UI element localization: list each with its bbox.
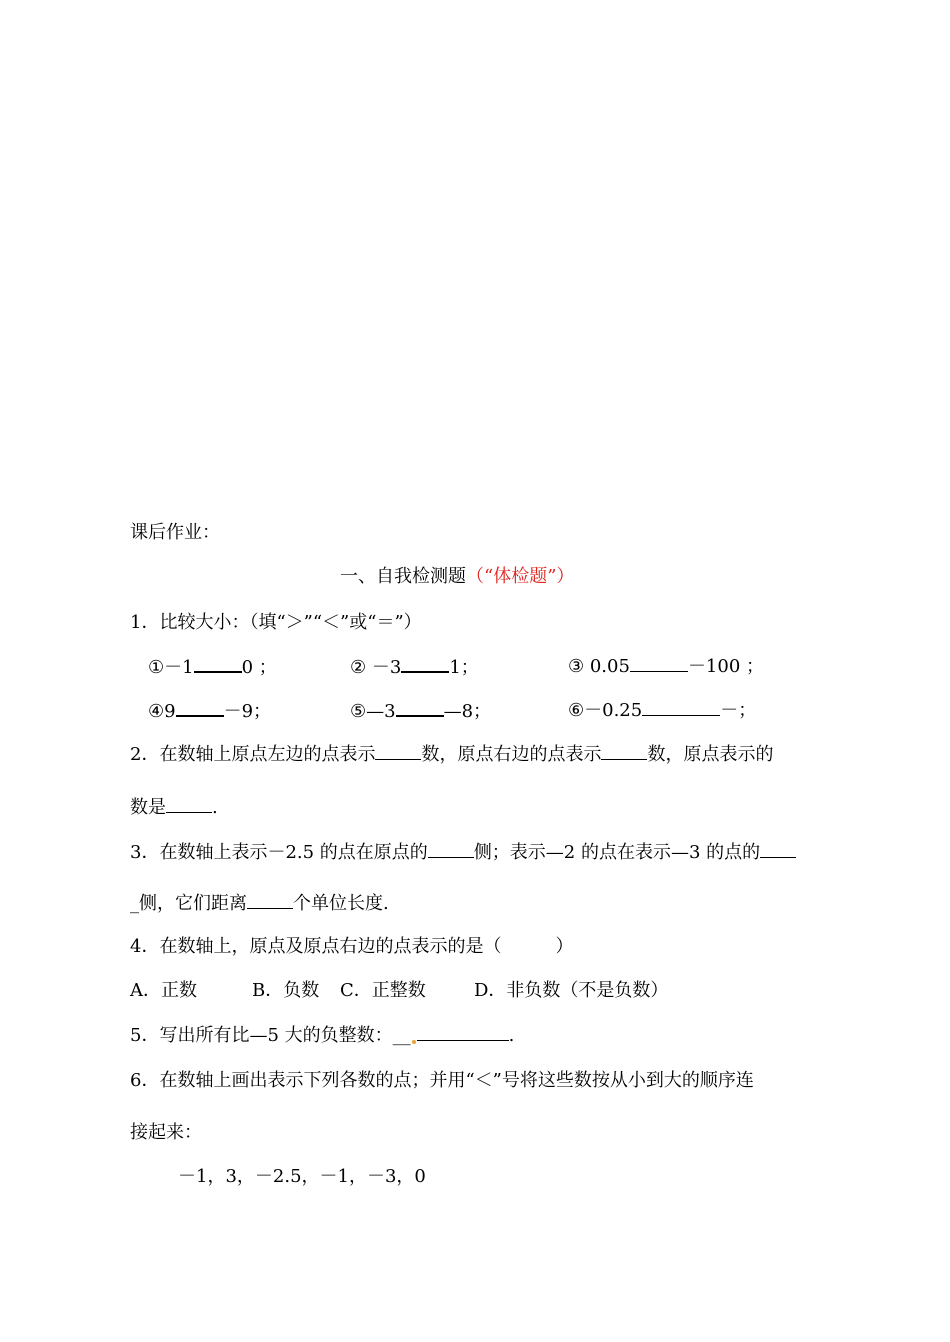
q4-option-b: B．负数	[252, 980, 320, 1001]
q1-item-3-post: －100 ；	[687, 656, 765, 677]
section-title-highlight: （“体检题”）	[466, 566, 575, 587]
q1-item-5-pre: ⑤—3	[350, 701, 396, 722]
question-2-line-2	[130, 794, 218, 821]
question-6-stem: 6．在数轴上画出表示下列各数的点；并用“＜”号将这些数按从小到大的顺序连	[130, 1070, 754, 1091]
q4-option-d: D．非负数（不是负数）	[474, 980, 669, 1001]
q1-item-1	[148, 653, 277, 681]
q5-part-1: 5．写出所有比—5 大的负整数：	[130, 1025, 393, 1046]
q1-item-5-blank[interactable]	[396, 697, 444, 717]
q1-item-5	[350, 697, 491, 725]
question-4-stem: 4．在数轴上，原点及原点右边的点表示的是（ ）	[130, 936, 574, 957]
q5-blank-prefix: __	[392, 1025, 411, 1046]
q2-part-2: 数，原点右边的点表示	[421, 744, 602, 765]
q1-item-4-pre: ④9	[148, 701, 176, 722]
q1-item-2-pre: ② －3	[350, 657, 402, 678]
q2-blank-3[interactable]	[166, 794, 212, 813]
q3-blank-2[interactable]	[760, 839, 796, 858]
q1-item-4	[148, 697, 271, 725]
q3-blank-1[interactable]	[428, 839, 474, 858]
question-6-numbers: －1，3，－2.5，－1，－3，0	[178, 1166, 426, 1187]
q1-item-3	[568, 653, 764, 680]
q1-item-6-pre: ⑥－0.25	[568, 700, 643, 721]
orange-dot-mark	[412, 1040, 416, 1044]
section-title	[340, 564, 574, 590]
homework-heading: 课后作业：	[130, 522, 220, 543]
q1-item-3-blank[interactable]	[630, 653, 688, 672]
question-3-line-2	[130, 890, 389, 917]
q1-item-4-post: －9；	[223, 701, 272, 722]
q1-item-3-pre: ③ 0.05	[568, 656, 630, 677]
question-3-line-1	[130, 839, 796, 866]
question-6-stem-cont: 接起来：	[130, 1122, 202, 1143]
q2-part-1: 2．在数轴上原点左边的点表示	[130, 744, 376, 765]
q3-blank-3[interactable]	[247, 890, 293, 909]
q1-item-2-blank[interactable]	[401, 653, 449, 673]
question-1-stem: 1．比较大小：（填“＞”“＜”或“＝”）	[130, 612, 422, 633]
q3-part-1: 3．在数轴上表示－2.5 的点在原点的	[130, 842, 428, 863]
q5-part-2: .	[508, 1025, 515, 1046]
q3-part-3: _侧，它们距离	[130, 893, 247, 914]
q1-item-4-blank[interactable]	[176, 697, 224, 717]
q1-item-2-post: 1；	[449, 657, 479, 678]
q4-option-a: A．正数	[130, 980, 197, 1001]
q1-item-6-blank[interactable]	[642, 697, 720, 716]
q5-blank[interactable]	[417, 1022, 509, 1041]
question-5	[130, 1022, 514, 1049]
q1-item-1-post: 0 ；	[241, 657, 277, 678]
q1-item-6	[568, 697, 756, 724]
section-title-text: 一、自我检测题	[340, 566, 466, 587]
question-2-line-1	[130, 741, 773, 768]
q2-part-5: .	[212, 797, 218, 818]
q1-item-2	[350, 653, 479, 681]
q1-item-1-pre: ①－1	[148, 657, 194, 678]
q2-blank-2[interactable]	[601, 741, 647, 760]
q2-part-4: 数是	[130, 797, 166, 818]
q2-part-3: 数，原点表示的	[647, 744, 774, 765]
q4-option-c: C．正整数	[340, 980, 426, 1001]
q1-item-6-post: －；	[720, 700, 757, 721]
q3-part-4: 个单位长度.	[293, 893, 389, 914]
q1-item-1-blank[interactable]	[194, 653, 242, 673]
q2-blank-1[interactable]	[375, 741, 421, 760]
q1-item-5-post: —8；	[443, 701, 492, 722]
q3-part-2: 侧；表示—2 的点在表示—3 的点的	[473, 842, 761, 863]
